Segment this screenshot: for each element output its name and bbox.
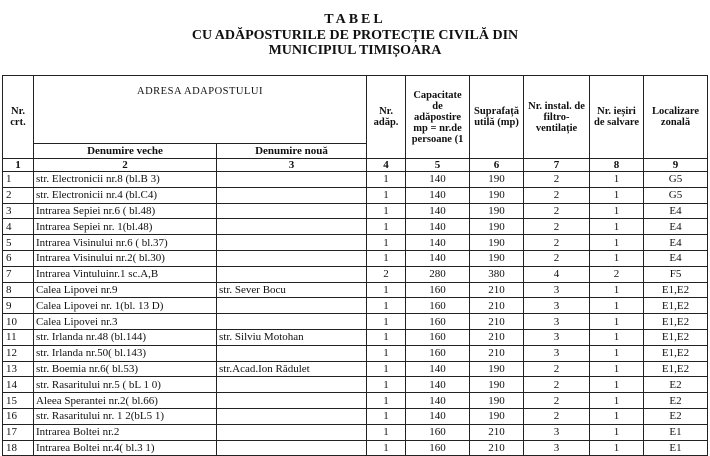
cell-denumire-noua (217, 377, 367, 393)
cell-suprafata: 190 (470, 377, 524, 393)
header-filtroventilatie: Nr. instal. de filtro-ventilație (524, 76, 590, 159)
cell-nr: 10 (3, 314, 34, 330)
cell-denumire-veche: Intrarea Visinului nr.2( bl.30) (34, 250, 217, 266)
cell-suprafata: 210 (470, 329, 524, 345)
cell-filtroventilatie: 2 (524, 393, 590, 409)
cell-localizare: E1,E2 (644, 361, 708, 377)
cell-iesiri: 1 (590, 187, 644, 203)
cell-denumire-noua (217, 219, 367, 235)
cell-nr-adap: 1 (367, 203, 406, 219)
cell-filtroventilatie: 2 (524, 172, 590, 188)
column-number-row (3, 159, 708, 172)
column-number: 6 (470, 159, 524, 172)
cell-iesiri: 1 (590, 250, 644, 266)
table-row (3, 282, 708, 298)
header-iesiri: Nr. ieșiri de salvare (590, 76, 644, 159)
cell-iesiri: 1 (590, 345, 644, 361)
cell-capacitate: 140 (406, 377, 470, 393)
cell-filtroventilatie: 2 (524, 203, 590, 219)
table-row (3, 172, 708, 188)
cell-capacitate: 140 (406, 250, 470, 266)
cell-denumire-noua (217, 250, 367, 266)
cell-capacitate: 160 (406, 282, 470, 298)
cell-nr: 1 (3, 172, 34, 188)
cell-suprafata: 190 (470, 235, 524, 251)
cell-localizare: E1,E2 (644, 314, 708, 330)
header-nr-crt: Nr. crt. (3, 76, 34, 159)
cell-denumire-noua (217, 298, 367, 314)
cell-localizare: E4 (644, 203, 708, 219)
cell-denumire-noua (217, 424, 367, 440)
cell-suprafata: 190 (470, 250, 524, 266)
cell-localizare: E4 (644, 250, 708, 266)
cell-capacitate: 140 (406, 219, 470, 235)
cell-nr-adap: 1 (367, 250, 406, 266)
cell-denumire-veche: str. Irlanda nr.48 (bl.144) (34, 329, 217, 345)
cell-localizare: G5 (644, 172, 708, 188)
cell-capacitate: 160 (406, 298, 470, 314)
header-nr-adap: Nr. adăp. (367, 76, 406, 159)
cell-denumire-noua: str. Silviu Motohan (217, 329, 367, 345)
cell-iesiri: 1 (590, 424, 644, 440)
cell-denumire-veche: Intrarea Sepiei nr. 1(bl.48) (34, 219, 217, 235)
cell-suprafata: 210 (470, 298, 524, 314)
cell-filtroventilatie: 2 (524, 377, 590, 393)
header-denumire-veche: Denumire veche (34, 144, 217, 159)
cell-suprafata: 190 (470, 393, 524, 409)
column-number: 9 (644, 159, 708, 172)
cell-nr-adap: 1 (367, 393, 406, 409)
cell-nr-adap: 1 (367, 235, 406, 251)
cell-filtroventilatie: 2 (524, 219, 590, 235)
column-number: 2 (34, 159, 217, 172)
cell-denumire-noua: str.Acad.Ion Rădulet (217, 361, 367, 377)
cell-denumire-veche: Intrarea Boltei nr.4( bl.3 1) (34, 440, 217, 456)
cell-capacitate: 160 (406, 345, 470, 361)
cell-suprafata: 210 (470, 345, 524, 361)
table-row (3, 219, 708, 235)
cell-denumire-veche: Intrarea Sepiei nr.6 ( bl.48) (34, 203, 217, 219)
cell-denumire-veche: str. Irlanda nr.50( bl.143) (34, 345, 217, 361)
table-row (3, 298, 708, 314)
cell-denumire-noua (217, 172, 367, 188)
table-row (3, 314, 708, 330)
header-denumire-noua: Denumire nouă (217, 144, 367, 159)
column-number: 7 (524, 159, 590, 172)
cell-nr-adap: 1 (367, 298, 406, 314)
column-number: 1 (3, 159, 34, 172)
cell-denumire-veche: str. Rasaritului nr. 1 2(bL5 1) (34, 408, 217, 424)
cell-localizare: E2 (644, 393, 708, 409)
cell-capacitate: 140 (406, 172, 470, 188)
table-row (3, 440, 708, 456)
cell-nr-adap: 1 (367, 329, 406, 345)
cell-denumire-veche: str. Boemia nr.6( bl.53) (34, 361, 217, 377)
table-row (3, 329, 708, 345)
cell-filtroventilatie: 2 (524, 361, 590, 377)
cell-denumire-noua (217, 203, 367, 219)
cell-localizare: E1,E2 (644, 282, 708, 298)
cell-iesiri: 1 (590, 377, 644, 393)
cell-localizare: E4 (644, 219, 708, 235)
cell-nr: 6 (3, 250, 34, 266)
table-row (3, 424, 708, 440)
cell-capacitate: 280 (406, 266, 470, 282)
cell-denumire-veche: Aleea Sperantei nr.2( bl.66) (34, 393, 217, 409)
cell-nr-adap: 1 (367, 187, 406, 203)
cell-localizare: F5 (644, 266, 708, 282)
cell-denumire-veche: str. Electronicii nr.8 (bl.B 3) (34, 172, 217, 188)
cell-suprafata: 210 (470, 440, 524, 456)
cell-capacitate: 160 (406, 329, 470, 345)
cell-iesiri: 1 (590, 393, 644, 409)
cell-localizare: G5 (644, 187, 708, 203)
cell-denumire-veche: Calea Lipovei nr. 1(bl. 13 D) (34, 298, 217, 314)
cell-nr: 8 (3, 282, 34, 298)
cell-denumire-veche: Intrarea Boltei nr.2 (34, 424, 217, 440)
cell-denumire-veche: Calea Lipovei nr.9 (34, 282, 217, 298)
cell-suprafata: 190 (470, 408, 524, 424)
cell-iesiri: 1 (590, 440, 644, 456)
cell-nr-adap: 1 (367, 424, 406, 440)
cell-suprafata: 190 (470, 219, 524, 235)
cell-denumire-veche: Intrarea Vintuluinr.1 sc.A,B (34, 266, 217, 282)
cell-suprafata: 190 (470, 172, 524, 188)
cell-localizare: E2 (644, 377, 708, 393)
table-row (3, 361, 708, 377)
cell-nr-adap: 1 (367, 361, 406, 377)
cell-nr: 11 (3, 329, 34, 345)
cell-iesiri: 1 (590, 361, 644, 377)
column-number: 8 (590, 159, 644, 172)
cell-capacitate: 140 (406, 203, 470, 219)
table-body (3, 172, 708, 456)
cell-filtroventilatie: 2 (524, 408, 590, 424)
cell-filtroventilatie: 2 (524, 235, 590, 251)
cell-nr-adap: 1 (367, 377, 406, 393)
cell-suprafata: 190 (470, 361, 524, 377)
cell-filtroventilatie: 3 (524, 329, 590, 345)
cell-denumire-noua (217, 345, 367, 361)
cell-iesiri: 2 (590, 266, 644, 282)
column-number: 4 (367, 159, 406, 172)
cell-nr-adap: 1 (367, 345, 406, 361)
column-number: 3 (217, 159, 367, 172)
cell-suprafata: 190 (470, 187, 524, 203)
cell-nr: 2 (3, 187, 34, 203)
cell-nr: 4 (3, 219, 34, 235)
cell-nr-adap: 1 (367, 408, 406, 424)
cell-capacitate: 140 (406, 408, 470, 424)
cell-denumire-veche: str. Electronicii nr.4 (bl.C4) (34, 187, 217, 203)
cell-iesiri: 1 (590, 235, 644, 251)
cell-denumire-noua (217, 314, 367, 330)
cell-nr-adap: 2 (367, 266, 406, 282)
cell-nr: 16 (3, 408, 34, 424)
cell-nr: 17 (3, 424, 34, 440)
document-subtitle-line-2: MUNICIPIUL TIMIȘOARA (268, 43, 442, 58)
shelters-table (2, 75, 708, 456)
cell-localizare: E2 (644, 408, 708, 424)
cell-localizare: E1,E2 (644, 345, 708, 361)
cell-capacitate: 140 (406, 187, 470, 203)
cell-nr: 7 (3, 266, 34, 282)
cell-denumire-noua (217, 266, 367, 282)
cell-capacitate: 160 (406, 314, 470, 330)
cell-iesiri: 1 (590, 314, 644, 330)
cell-iesiri: 1 (590, 203, 644, 219)
cell-iesiri: 1 (590, 172, 644, 188)
cell-iesiri: 1 (590, 329, 644, 345)
cell-capacitate: 160 (406, 440, 470, 456)
cell-suprafata: 190 (470, 203, 524, 219)
cell-denumire-noua: str. Sever Bocu (217, 282, 367, 298)
table-row (3, 250, 708, 266)
document-subtitle-line-1: CU ADĂPOSTURILE DE PROTECȚIE CIVILĂ DIN (191, 28, 519, 43)
cell-nr-adap: 1 (367, 282, 406, 298)
cell-iesiri: 1 (590, 219, 644, 235)
cell-nr-adap: 1 (367, 219, 406, 235)
cell-iesiri: 1 (590, 408, 644, 424)
table-row (3, 266, 708, 282)
cell-filtroventilatie: 3 (524, 314, 590, 330)
cell-filtroventilatie: 3 (524, 282, 590, 298)
cell-nr: 3 (3, 203, 34, 219)
cell-suprafata: 210 (470, 314, 524, 330)
cell-suprafata: 210 (470, 282, 524, 298)
cell-filtroventilatie: 2 (524, 187, 590, 203)
cell-localizare: E4 (644, 235, 708, 251)
header-suprafata: Suprafață utilă (mp) (470, 76, 524, 159)
table-row (3, 377, 708, 393)
cell-nr: 9 (3, 298, 34, 314)
cell-iesiri: 1 (590, 282, 644, 298)
cell-capacitate: 140 (406, 235, 470, 251)
cell-filtroventilatie: 4 (524, 266, 590, 282)
document-title: TABEL (324, 12, 386, 27)
table-row (3, 203, 708, 219)
cell-denumire-veche: str. Rasaritului nr.5 ( bL 1 0) (34, 377, 217, 393)
cell-denumire-noua (217, 393, 367, 409)
cell-denumire-veche: Intrarea Visinului nr.6 ( bl.37) (34, 235, 217, 251)
column-number: 5 (406, 159, 470, 172)
cell-nr: 14 (3, 377, 34, 393)
table-row (3, 235, 708, 251)
cell-denumire-noua (217, 440, 367, 456)
cell-denumire-noua (217, 235, 367, 251)
cell-denumire-noua (217, 187, 367, 203)
cell-filtroventilatie: 3 (524, 440, 590, 456)
cell-nr: 12 (3, 345, 34, 361)
cell-filtroventilatie: 2 (524, 250, 590, 266)
cell-nr: 5 (3, 235, 34, 251)
cell-localizare: E1 (644, 440, 708, 456)
table-row (3, 187, 708, 203)
cell-nr-adap: 1 (367, 314, 406, 330)
table-row (3, 345, 708, 361)
cell-nr: 15 (3, 393, 34, 409)
cell-nr: 13 (3, 361, 34, 377)
cell-filtroventilatie: 3 (524, 345, 590, 361)
cell-filtroventilatie: 3 (524, 424, 590, 440)
cell-nr-adap: 1 (367, 440, 406, 456)
cell-capacitate: 140 (406, 361, 470, 377)
cell-denumire-noua (217, 408, 367, 424)
cell-suprafata: 210 (470, 424, 524, 440)
header-capacitate: Capacitate de adăpostire mp = nr.de persoane (1 (406, 76, 470, 159)
table-row (3, 393, 708, 409)
header-adresa: ADRESA ADAPOSTULUI (34, 76, 367, 144)
cell-localizare: E1 (644, 424, 708, 440)
header-localizare: Localizare zonală (644, 76, 708, 159)
cell-suprafata: 380 (470, 266, 524, 282)
cell-nr-adap: 1 (367, 172, 406, 188)
cell-denumire-veche: Calea Lipovei nr.3 (34, 314, 217, 330)
cell-nr: 18 (3, 440, 34, 456)
cell-localizare: E1,E2 (644, 329, 708, 345)
cell-capacitate: 140 (406, 393, 470, 409)
cell-iesiri: 1 (590, 298, 644, 314)
table-row (3, 408, 708, 424)
cell-localizare: E1,E2 (644, 298, 708, 314)
cell-capacitate: 160 (406, 424, 470, 440)
cell-filtroventilatie: 3 (524, 298, 590, 314)
